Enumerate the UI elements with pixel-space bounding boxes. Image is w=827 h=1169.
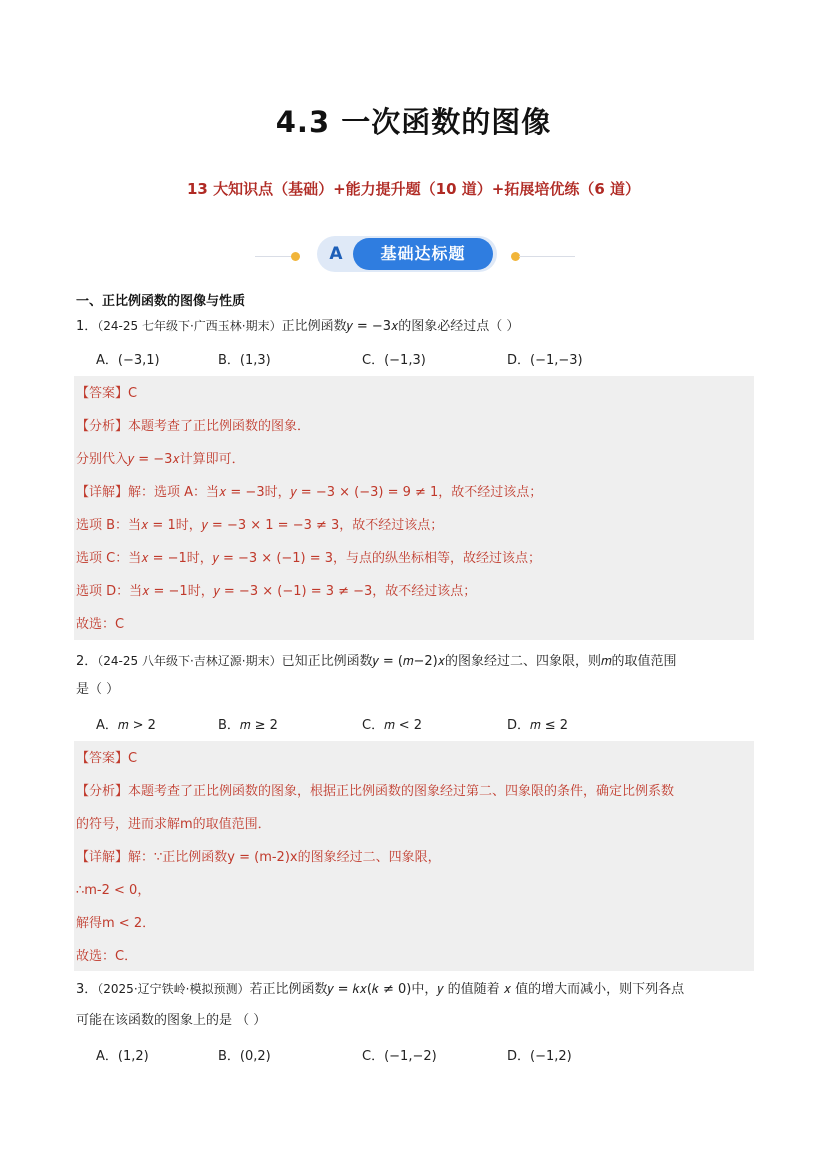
option-b: B．(0,2) (218, 1049, 271, 1064)
question-source: （24-25 八年级下·吉林辽源·期末） (97, 654, 282, 668)
question-3 (76, 976, 756, 1003)
question-text: 正比例函数𝑦 = −3𝑥的图象必经过点（ ） (281, 319, 520, 334)
question-source: （2025·辽宁铁岭·模拟预测） (97, 982, 250, 996)
conclusion: 故选：C． (76, 949, 138, 964)
question-source: （24-25 七年级下·广西玉林·期末） (97, 319, 282, 333)
banner-right-line (519, 256, 575, 257)
option-b: B．(1,3) (218, 353, 271, 368)
question-2 (76, 648, 756, 675)
option-d: D．(−1,−3) (507, 353, 583, 368)
answer-box-2 (74, 741, 754, 971)
detail-line-4: 选项 D：当𝑥 = −1时，𝑦 = −3 × (−1) = 3 ≠ −3，故不经过该点； (76, 584, 477, 599)
analysis: 【分析】本题考查了正比例函数的图象，根据正比例函数的图象经过第二、四象限的条件，确定比例系数 (76, 784, 675, 799)
page-title: 4.3 一次函数的图像 (275, 105, 552, 139)
subtitle: 13 大知识点（基础）+能力提升题（10 道）+拓展培优练（6 道） (187, 180, 640, 198)
detail-line-1: 【详解】解：∵正比例函数y = (m-2)x的图象经过二、四象限， (76, 850, 441, 865)
analysis-line-2: 的符号，进而求解m的取值范围． (76, 817, 271, 832)
section-banner (255, 234, 575, 274)
question-number: 2． (76, 654, 98, 669)
detail-line-2: 选项 B：当𝑥 = 1时，𝑦 = −3 × 1 = −3 ≠ 3，故不经过该点； (76, 518, 444, 533)
answer-box-1 (74, 376, 754, 640)
detail-line-3: 解得m < 2． (76, 916, 156, 931)
question-number: 1． (76, 319, 98, 334)
option-d: D．(−1,2) (507, 1049, 572, 1064)
question-text: 已知正比例函数𝑦 = (𝑚−2)𝑥的图象经过二、四象限，则𝑚的取值范围 (281, 654, 677, 669)
option-c: C．(−1,3) (362, 353, 426, 368)
analysis-line-2: 分别代入𝑦 = −3𝑥计算即可． (76, 452, 245, 467)
answer: 【答案】C (76, 386, 138, 401)
analysis: 【分析】本题考查了正比例函数的图象． (76, 419, 311, 434)
option-a: A．(1,2) (96, 1049, 149, 1064)
detail-line-2: ∴m-2 < 0， (76, 883, 151, 898)
question-3-line-2: 可能在该函数的图象上的是 （ ） (76, 1013, 267, 1028)
banner-label: 基础达标题 (353, 238, 493, 270)
option-c: C．𝑚 < 2 (362, 718, 423, 733)
question-3-options (96, 1045, 716, 1069)
option-a: A．(−3,1) (96, 353, 160, 368)
question-2-options (96, 714, 716, 738)
detail-line-1: 【详解】解：选项 A：当𝑥 = −3时，𝑦 = −3 × (−3) = 9 ≠ 1，故不经过该点； (76, 485, 543, 500)
option-b: B．𝑚 ≥ 2 (218, 718, 278, 733)
question-text: 若正比例函数𝑦 = 𝑘𝑥(𝑘 ≠ 0)中，𝑦 的值随着 𝑥 值的增大而减小，则下列各点 (249, 982, 685, 997)
conclusion: 故选：C (76, 617, 125, 632)
banner-left-line (255, 256, 295, 257)
option-a: A．𝑚 > 2 (96, 718, 156, 733)
option-d: D．𝑚 ≤ 2 (507, 718, 568, 733)
question-number: 3． (76, 982, 98, 997)
detail-line-3: 选项 C：当𝑥 = −1时，𝑦 = −3 × (−1) = 3，与点的纵坐标相等，故经过该点； (76, 551, 542, 566)
question-2-line-2: 是（ ） (76, 682, 120, 697)
banner-badge: A (329, 244, 343, 264)
question-1-options (96, 349, 716, 373)
section-heading: 一、正比例函数的图像与性质 (76, 294, 246, 309)
answer: 【答案】C (76, 751, 138, 766)
banner-left-dot (291, 252, 300, 261)
option-c: C．(−1,−2) (362, 1049, 437, 1064)
question-1 (76, 313, 756, 340)
